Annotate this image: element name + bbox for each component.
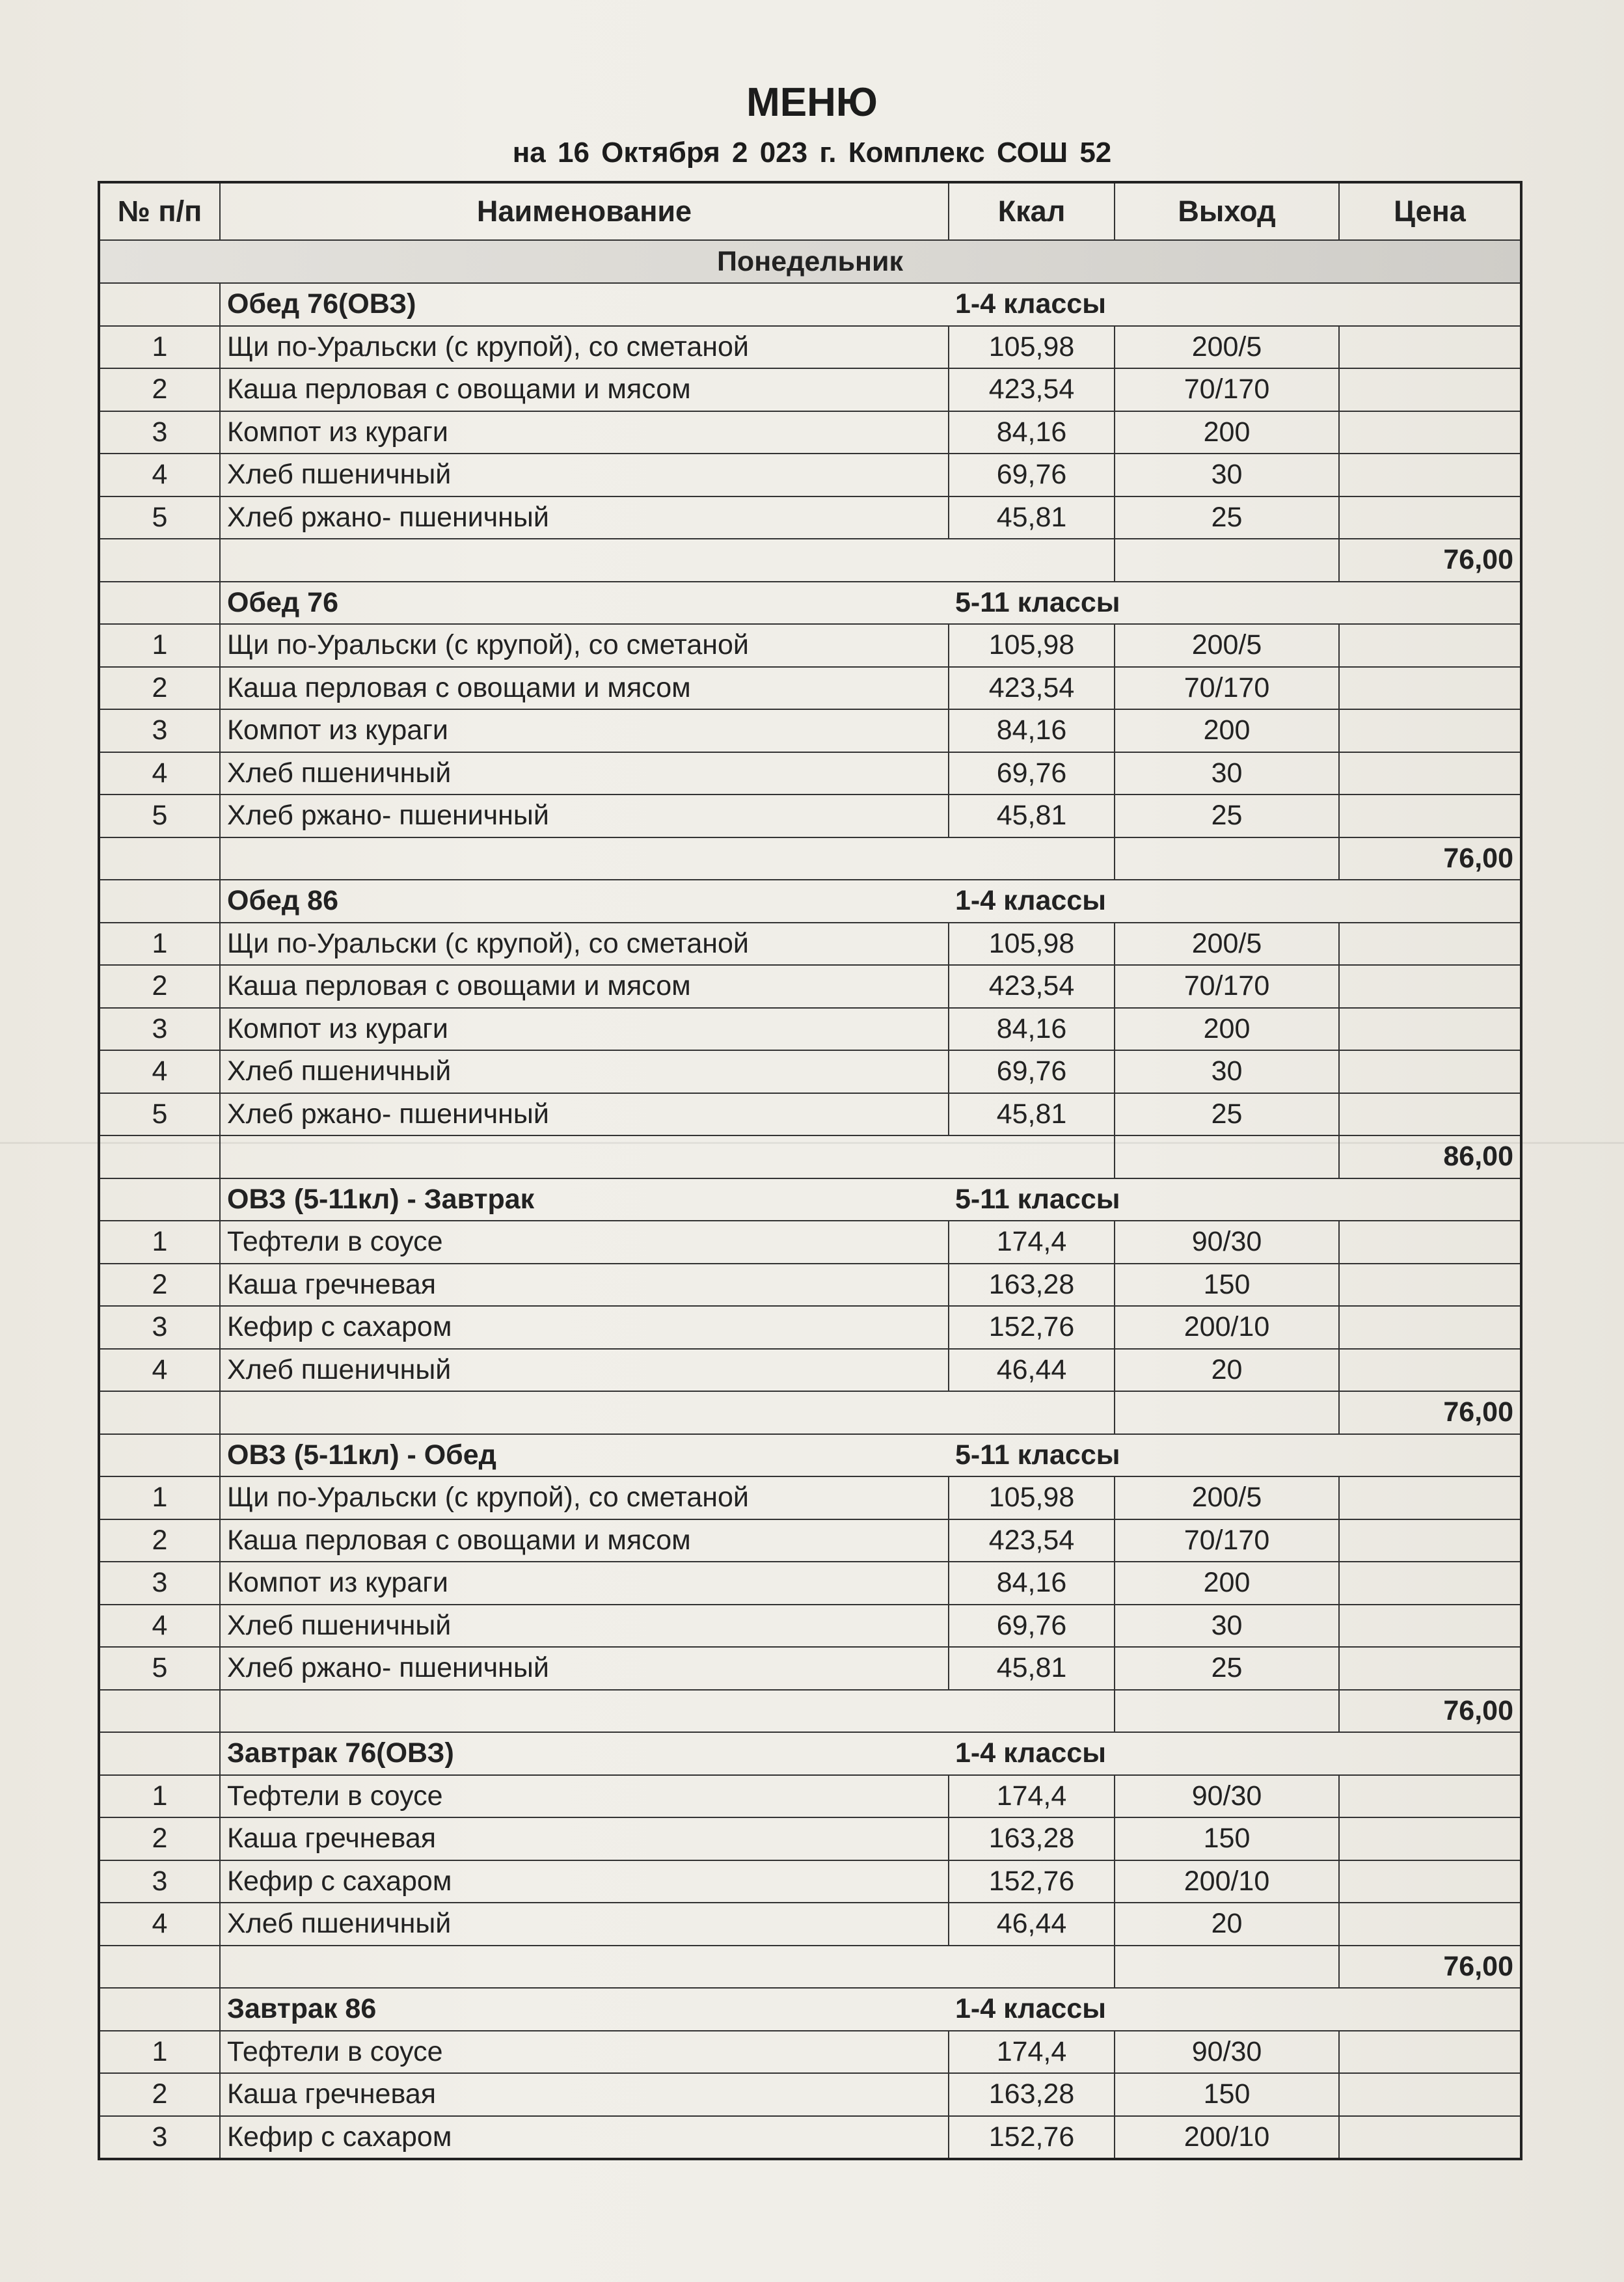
item-kcal: 105,98 <box>949 326 1115 369</box>
item-num: 1 <box>99 923 220 966</box>
item-num: 3 <box>99 709 220 752</box>
item-kcal: 84,16 <box>949 1008 1115 1051</box>
section-classes: 1-4 классы <box>949 1988 1339 2031</box>
section-price-empty <box>1339 1988 1521 2031</box>
section-num-empty <box>99 1732 220 1775</box>
section-total-row <box>99 837 1521 880</box>
menu-item-row <box>99 667 1521 710</box>
item-price <box>1339 368 1521 411</box>
item-out: 150 <box>1115 1817 1339 1860</box>
item-price <box>1339 709 1521 752</box>
item-name: Компот из кураги <box>220 411 949 454</box>
day-label: Понедельник <box>99 240 1521 283</box>
item-name: Каша гречневая <box>220 2073 949 2116</box>
page-subtitle: на 16 Октября 2 023 г. Комплекс СОШ 52 <box>512 137 1112 169</box>
item-out: 20 <box>1115 1349 1339 1392</box>
menu-item-row <box>99 1647 1521 1690</box>
section-classes: 5-11 классы <box>949 1434 1339 1477</box>
total-num-empty <box>99 539 220 582</box>
menu-item-row <box>99 795 1521 837</box>
menu-item-row <box>99 1093 1521 1136</box>
section-header <box>99 1732 1521 1775</box>
section-num-empty <box>99 1178 220 1221</box>
item-name: Хлеб ржано- пшеничный <box>220 1647 949 1690</box>
item-out: 30 <box>1115 1605 1339 1648</box>
item-num: 1 <box>99 1775 220 1818</box>
item-name: Хлеб пшеничный <box>220 752 949 795</box>
item-price <box>1339 1647 1521 1690</box>
total-spacer <box>220 1391 1115 1434</box>
menu-item-row <box>99 709 1521 752</box>
section-price-empty <box>1339 1434 1521 1477</box>
item-name: Кефир с сахаром <box>220 1306 949 1349</box>
item-out: 25 <box>1115 1093 1339 1136</box>
item-num: 4 <box>99 454 220 496</box>
menu-table <box>98 181 1522 2160</box>
menu-item-row <box>99 368 1521 411</box>
item-num: 3 <box>99 1860 220 1903</box>
header-row <box>99 182 1521 240</box>
section-classes: 1-4 классы <box>949 1732 1339 1775</box>
total-out-empty <box>1115 539 1339 582</box>
item-price <box>1339 1860 1521 1903</box>
item-num: 3 <box>99 2116 220 2160</box>
section-classes: 1-4 классы <box>949 283 1339 326</box>
item-num: 1 <box>99 326 220 369</box>
section-num-empty <box>99 1988 220 2031</box>
item-price <box>1339 923 1521 966</box>
item-num: 3 <box>99 1306 220 1349</box>
item-out: 200/10 <box>1115 1306 1339 1349</box>
section-classes: 5-11 классы <box>949 582 1339 625</box>
item-num: 5 <box>99 1647 220 1690</box>
section-total-price: 86,00 <box>1339 1135 1521 1178</box>
section-title: Обед 76 <box>220 582 949 625</box>
item-kcal: 45,81 <box>949 1093 1115 1136</box>
item-out: 20 <box>1115 1903 1339 1946</box>
menu-item-row <box>99 965 1521 1008</box>
item-out: 25 <box>1115 496 1339 539</box>
menu-item-row <box>99 1903 1521 1946</box>
section-title: Завтрак 86 <box>220 1988 949 2031</box>
item-num: 5 <box>99 795 220 837</box>
item-num: 2 <box>99 368 220 411</box>
item-kcal: 423,54 <box>949 1519 1115 1562</box>
item-price <box>1339 1817 1521 1860</box>
item-num: 2 <box>99 1519 220 1562</box>
item-kcal: 69,76 <box>949 1605 1115 1648</box>
section-total-row <box>99 1391 1521 1434</box>
item-name: Каша гречневая <box>220 1264 949 1307</box>
item-num: 1 <box>99 624 220 667</box>
item-price <box>1339 1349 1521 1392</box>
menu-item-row <box>99 1775 1521 1818</box>
item-num: 3 <box>99 1562 220 1605</box>
item-price <box>1339 454 1521 496</box>
item-kcal: 174,4 <box>949 2031 1115 2074</box>
item-price <box>1339 411 1521 454</box>
item-num: 2 <box>99 667 220 710</box>
item-price <box>1339 1008 1521 1051</box>
section-header <box>99 1178 1521 1221</box>
section-price-empty <box>1339 582 1521 625</box>
item-out: 70/170 <box>1115 965 1339 1008</box>
total-out-empty <box>1115 1946 1339 1989</box>
day-row <box>99 240 1521 283</box>
item-price <box>1339 1519 1521 1562</box>
item-name: Щи по-Уральски (с крупой), со сметаной <box>220 923 949 966</box>
section-price-empty <box>1339 1732 1521 1775</box>
item-kcal: 69,76 <box>949 454 1115 496</box>
item-kcal: 46,44 <box>949 1349 1115 1392</box>
section-header <box>99 1434 1521 1477</box>
menu-item-row <box>99 2031 1521 2074</box>
menu-item-row <box>99 326 1521 369</box>
item-name: Кефир с сахаром <box>220 1860 949 1903</box>
item-kcal: 105,98 <box>949 624 1115 667</box>
item-out: 90/30 <box>1115 1775 1339 1818</box>
item-price <box>1339 1562 1521 1605</box>
item-num: 2 <box>99 1817 220 1860</box>
section-total-price: 76,00 <box>1339 539 1521 582</box>
item-out: 200/5 <box>1115 1476 1339 1519</box>
item-num: 4 <box>99 1605 220 1648</box>
section-num-empty <box>99 880 220 923</box>
item-name: Компот из кураги <box>220 1562 949 1605</box>
item-out: 70/170 <box>1115 368 1339 411</box>
item-price <box>1339 1903 1521 1946</box>
item-price <box>1339 752 1521 795</box>
section-total-row <box>99 1690 1521 1733</box>
header-kcal: Ккал <box>949 182 1115 240</box>
item-num: 2 <box>99 965 220 1008</box>
section-title: ОВЗ (5-11кл) - Завтрак <box>220 1178 949 1221</box>
item-price <box>1339 2116 1521 2160</box>
item-price <box>1339 1476 1521 1519</box>
total-num-empty <box>99 1690 220 1733</box>
total-spacer <box>220 1135 1115 1178</box>
total-spacer <box>220 1690 1115 1733</box>
item-num: 4 <box>99 752 220 795</box>
item-name: Компот из кураги <box>220 709 949 752</box>
item-kcal: 84,16 <box>949 1562 1115 1605</box>
menu-item-row <box>99 1860 1521 1903</box>
item-kcal: 423,54 <box>949 667 1115 710</box>
item-num: 2 <box>99 2073 220 2116</box>
menu-item-row <box>99 1306 1521 1349</box>
item-name: Каша перловая с овощами и мясом <box>220 667 949 710</box>
item-num: 3 <box>99 1008 220 1051</box>
item-price <box>1339 496 1521 539</box>
item-num: 1 <box>99 2031 220 2074</box>
item-name: Щи по-Уральски (с крупой), со сметаной <box>220 326 949 369</box>
menu-item-row <box>99 1264 1521 1307</box>
section-header <box>99 283 1521 326</box>
item-kcal: 423,54 <box>949 368 1115 411</box>
menu-item-row <box>99 1519 1521 1562</box>
total-spacer <box>220 539 1115 582</box>
menu-item-row <box>99 2116 1521 2160</box>
menu-item-row <box>99 496 1521 539</box>
item-price <box>1339 1306 1521 1349</box>
item-price <box>1339 1093 1521 1136</box>
section-total-row <box>99 1946 1521 1989</box>
item-out: 200 <box>1115 1562 1339 1605</box>
item-name: Хлеб пшеничный <box>220 1050 949 1093</box>
section-total-price: 76,00 <box>1339 1690 1521 1733</box>
item-out: 25 <box>1115 1647 1339 1690</box>
item-name: Каша перловая с овощами и мясом <box>220 1519 949 1562</box>
header-out: Выход <box>1115 182 1339 240</box>
section-title: Обед 86 <box>220 880 949 923</box>
item-kcal: 152,76 <box>949 1306 1115 1349</box>
item-name: Тефтели в соусе <box>220 1221 949 1264</box>
menu-item-row <box>99 411 1521 454</box>
item-price <box>1339 1264 1521 1307</box>
item-kcal: 163,28 <box>949 2073 1115 2116</box>
item-num: 2 <box>99 1264 220 1307</box>
item-price <box>1339 2073 1521 2116</box>
section-classes: 5-11 классы <box>949 1178 1339 1221</box>
item-kcal: 45,81 <box>949 795 1115 837</box>
menu-item-row <box>99 752 1521 795</box>
menu-item-row <box>99 1221 1521 1264</box>
section-num-empty <box>99 582 220 625</box>
item-out: 200/5 <box>1115 923 1339 966</box>
item-price <box>1339 795 1521 837</box>
section-total-price: 76,00 <box>1339 1946 1521 1989</box>
item-num: 5 <box>99 496 220 539</box>
page-title: МЕНЮ <box>746 80 878 125</box>
item-out: 30 <box>1115 1050 1339 1093</box>
menu-item-row <box>99 1008 1521 1051</box>
item-name: Щи по-Уральски (с крупой), со сметаной <box>220 624 949 667</box>
menu-item-row <box>99 1349 1521 1392</box>
item-kcal: 69,76 <box>949 1050 1115 1093</box>
item-out: 200/10 <box>1115 1860 1339 1903</box>
total-num-empty <box>99 837 220 880</box>
item-name: Компот из кураги <box>220 1008 949 1051</box>
total-out-empty <box>1115 837 1339 880</box>
item-name: Каша перловая с овощами и мясом <box>220 368 949 411</box>
item-name: Хлеб пшеничный <box>220 1605 949 1648</box>
item-out: 70/170 <box>1115 1519 1339 1562</box>
section-title: Завтрак 76(ОВЗ) <box>220 1732 949 1775</box>
section-num-empty <box>99 1434 220 1477</box>
item-kcal: 163,28 <box>949 1817 1115 1860</box>
item-name: Каша перловая с овощами и мясом <box>220 965 949 1008</box>
item-name: Кефир с сахаром <box>220 2116 949 2160</box>
header-num: № п/п <box>99 182 220 240</box>
item-kcal: 84,16 <box>949 411 1115 454</box>
total-out-empty <box>1115 1135 1339 1178</box>
section-total-row <box>99 1135 1521 1178</box>
section-total-row <box>99 539 1521 582</box>
menu-item-row <box>99 1050 1521 1093</box>
item-kcal: 423,54 <box>949 965 1115 1008</box>
section-total-price: 76,00 <box>1339 837 1521 880</box>
item-name: Щи по-Уральски (с крупой), со сметаной <box>220 1476 949 1519</box>
item-out: 150 <box>1115 2073 1339 2116</box>
menu-item-row <box>99 923 1521 966</box>
item-out: 150 <box>1115 1264 1339 1307</box>
menu-item-row <box>99 624 1521 667</box>
item-kcal: 46,44 <box>949 1903 1115 1946</box>
section-header <box>99 880 1521 923</box>
item-price <box>1339 1050 1521 1093</box>
item-kcal: 152,76 <box>949 1860 1115 1903</box>
item-out: 200 <box>1115 709 1339 752</box>
item-name: Хлеб ржано- пшеничный <box>220 496 949 539</box>
item-num: 3 <box>99 411 220 454</box>
item-name: Каша гречневая <box>220 1817 949 1860</box>
header-price: Цена <box>1339 182 1521 240</box>
item-out: 200 <box>1115 1008 1339 1051</box>
section-title: Обед 76(ОВЗ) <box>220 283 949 326</box>
total-num-empty <box>99 1946 220 1989</box>
item-kcal: 45,81 <box>949 1647 1115 1690</box>
item-name: Тефтели в соусе <box>220 1775 949 1818</box>
item-out: 200/10 <box>1115 2116 1339 2160</box>
item-num: 1 <box>99 1221 220 1264</box>
item-kcal: 45,81 <box>949 496 1115 539</box>
total-spacer <box>220 837 1115 880</box>
item-name: Хлеб ржано- пшеничный <box>220 795 949 837</box>
menu-item-row <box>99 1476 1521 1519</box>
item-kcal: 174,4 <box>949 1221 1115 1264</box>
header-name: Наименование <box>220 182 949 240</box>
item-price <box>1339 965 1521 1008</box>
item-kcal: 174,4 <box>949 1775 1115 1818</box>
item-name: Хлеб пшеничный <box>220 1903 949 1946</box>
item-num: 4 <box>99 1349 220 1392</box>
item-num: 4 <box>99 1903 220 1946</box>
section-header <box>99 1988 1521 2031</box>
item-name: Хлеб ржано- пшеничный <box>220 1093 949 1136</box>
item-price <box>1339 1221 1521 1264</box>
item-out: 200/5 <box>1115 326 1339 369</box>
item-name: Хлеб пшеничный <box>220 1349 949 1392</box>
item-price <box>1339 667 1521 710</box>
item-price <box>1339 1775 1521 1818</box>
total-out-empty <box>1115 1391 1339 1434</box>
item-price <box>1339 326 1521 369</box>
section-price-empty <box>1339 1178 1521 1221</box>
item-kcal: 105,98 <box>949 1476 1115 1519</box>
item-price <box>1339 624 1521 667</box>
item-out: 30 <box>1115 752 1339 795</box>
menu-body <box>99 240 1521 2159</box>
section-total-price: 76,00 <box>1339 1391 1521 1434</box>
item-kcal: 152,76 <box>949 2116 1115 2160</box>
item-out: 25 <box>1115 795 1339 837</box>
total-out-empty <box>1115 1690 1339 1733</box>
item-kcal: 105,98 <box>949 923 1115 966</box>
section-header <box>99 582 1521 625</box>
section-price-empty <box>1339 880 1521 923</box>
item-num: 5 <box>99 1093 220 1136</box>
item-out: 30 <box>1115 454 1339 496</box>
item-name: Хлеб пшеничный <box>220 454 949 496</box>
section-title: ОВЗ (5-11кл) - Обед <box>220 1434 949 1477</box>
menu-item-row <box>99 454 1521 496</box>
item-num: 4 <box>99 1050 220 1093</box>
section-num-empty <box>99 283 220 326</box>
section-classes: 1-4 классы <box>949 880 1339 923</box>
item-out: 90/30 <box>1115 2031 1339 2074</box>
item-kcal: 69,76 <box>949 752 1115 795</box>
item-out: 70/170 <box>1115 667 1339 710</box>
item-price <box>1339 1605 1521 1648</box>
item-out: 90/30 <box>1115 1221 1339 1264</box>
item-num: 1 <box>99 1476 220 1519</box>
item-name: Тефтели в соусе <box>220 2031 949 2074</box>
item-kcal: 163,28 <box>949 1264 1115 1307</box>
item-kcal: 84,16 <box>949 709 1115 752</box>
total-spacer <box>220 1946 1115 1989</box>
item-out: 200/5 <box>1115 624 1339 667</box>
total-num-empty <box>99 1391 220 1434</box>
section-price-empty <box>1339 283 1521 326</box>
item-price <box>1339 2031 1521 2074</box>
menu-item-row <box>99 1817 1521 1860</box>
total-num-empty <box>99 1135 220 1178</box>
menu-item-row <box>99 2073 1521 2116</box>
item-out: 200 <box>1115 411 1339 454</box>
menu-item-row <box>99 1562 1521 1605</box>
menu-item-row <box>99 1605 1521 1648</box>
